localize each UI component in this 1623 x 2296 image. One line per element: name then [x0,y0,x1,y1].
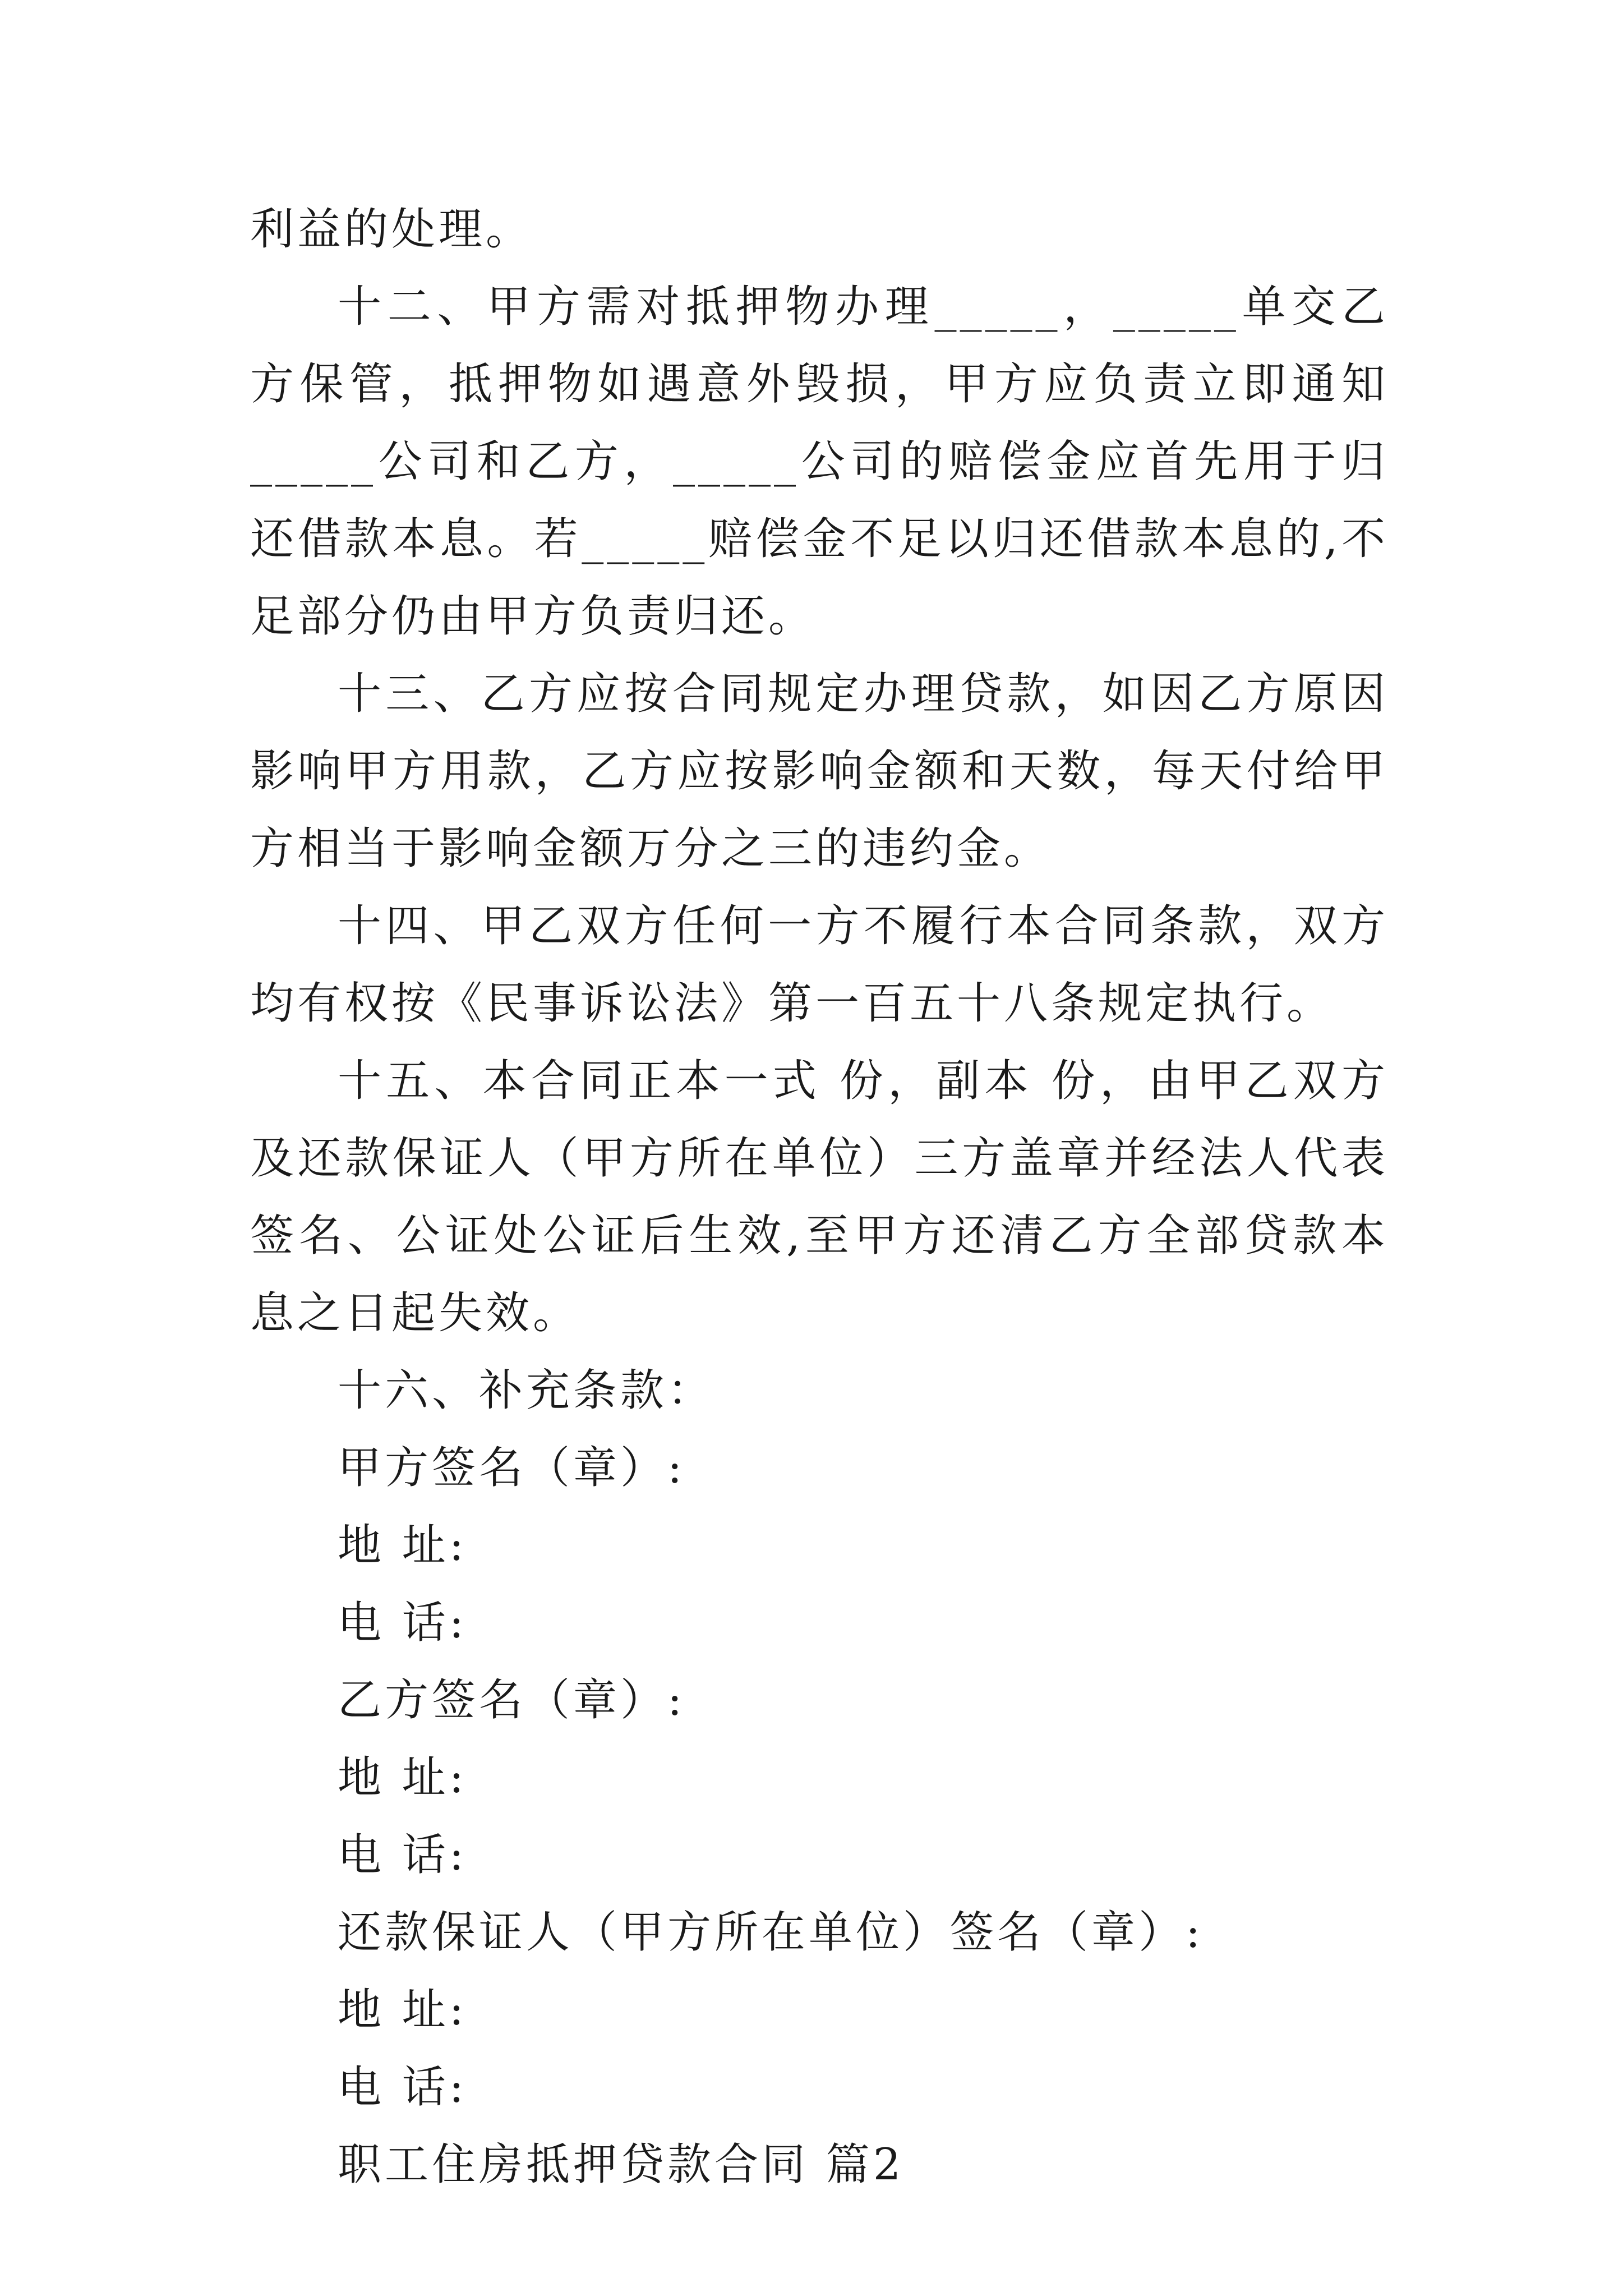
clause-13: 十三、乙方应按合同规定办理贷款，如因乙方原因影响甲方用款，乙方应按影响金额和天数，每天付给甲方相当于影响金额万分之三的违约金。 [250,669,1389,874]
party-b-phone: 电 话: [338,1830,468,1880]
clause-15: 十五、本合同正本一式 份，副本 份，由甲乙双方及还款保证人（甲方所在单位）三方盖章并经法人代表签名、公证处公证后生效,至甲方还清乙方全部贷款本息之日起失效。 [250,1056,1389,1338]
party-a-address: 地 址: [338,1520,468,1571]
party-a-signature: 甲方签名（章）: [338,1443,686,1493]
document-body [250,191,1389,2203]
guarantor-address: 地 址: [338,1985,468,2035]
guarantor-phone: 电 话: [338,2062,468,2113]
paragraph-continuation: 利益的处理。 [250,204,533,255]
clause-12: 十二、甲方需对抵押物办理_____，_____单交乙方保管，抵押物如遇意外毁损，甲方应负责立即通知_____公司和乙方，_____公司的赔偿金应首先用于归还借款本息。若_____赔偿金不足以归还借款本息的,不足部分仍由甲方负责归还。 [250,282,1389,642]
guarantor-signature: 还款保证人（甲方所在单位）签名（章）: [338,1907,1204,1958]
party-b-address: 地 址: [338,1752,468,1803]
party-b-signature: 乙方签名（章）: [338,1675,686,1726]
clause-14: 十四、甲乙双方任何一方不履行本合同条款，双方均有权按《民事诉讼法》第一百五十八条规定执行。 [250,901,1389,1029]
clause-16: 十六、补充条款： [338,1365,715,1416]
next-section-title: 职工住房抵押贷款合同 篇2 [338,2139,905,2190]
party-a-phone: 电 话: [338,1598,468,1648]
